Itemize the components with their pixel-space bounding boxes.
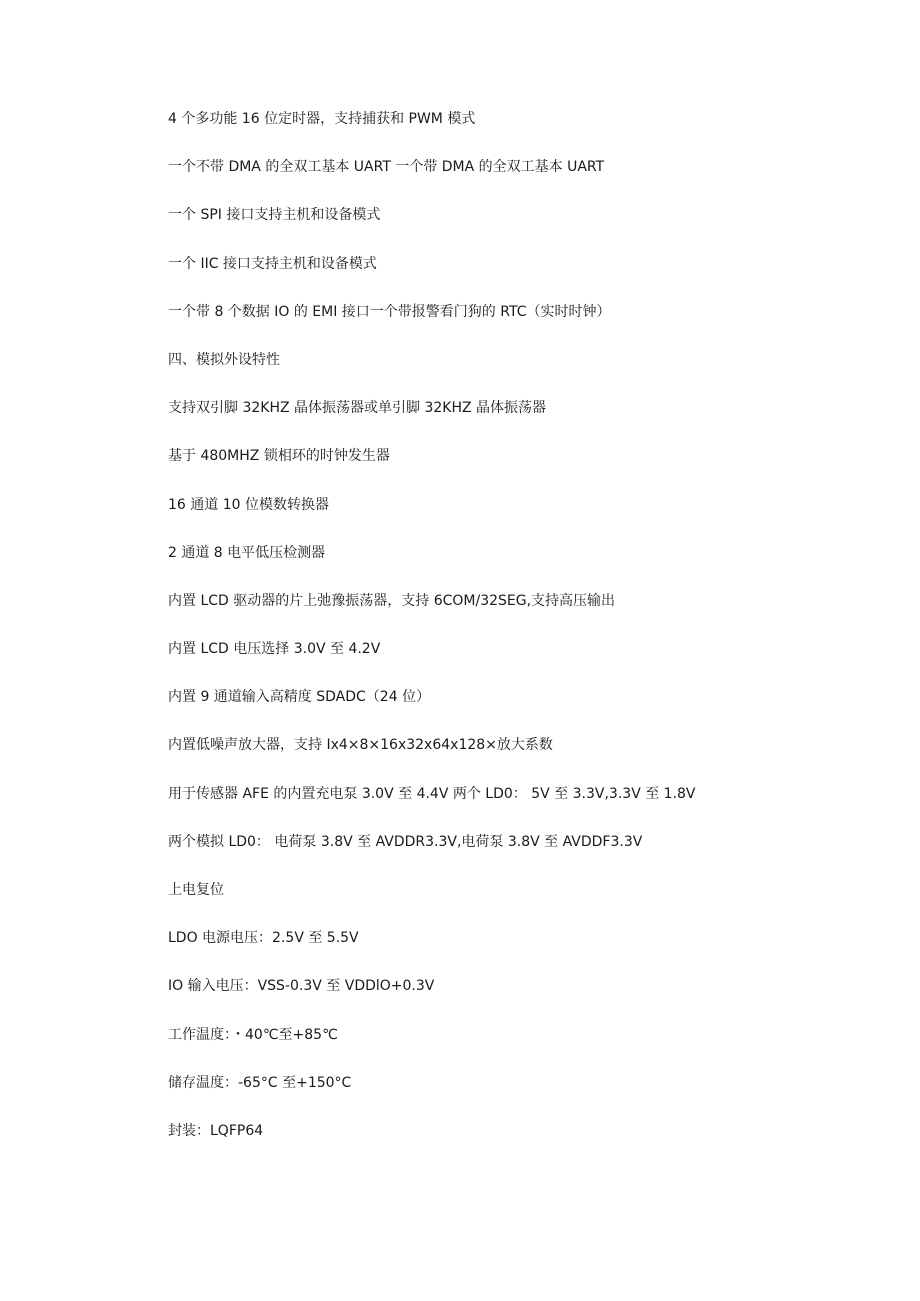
text-line: 工作温度：・40℃至+85℃	[168, 1026, 338, 1043]
text-line: 封装：LQFP64	[168, 1122, 264, 1139]
text-line: 支持双引脚 32KHZ 晶体振荡器或单引脚 32KHZ 晶体振荡器	[168, 400, 547, 417]
text-line: 一个 IIC 接口支持主机和设备模式	[168, 255, 377, 272]
text-line: 2 通道 8 电平低压检测器	[168, 544, 326, 561]
text-line: 一个不带 DMA 的全双工基本 UART 一个带 DMA 的全双工基本 UART	[168, 159, 605, 176]
document-body	[168, 108, 868, 1168]
text-line: 内置低噪声放大器，支持 Ix4×8×16x32x64x128×放大系数	[168, 737, 553, 754]
text-line: 一个 SPI 接口支持主机和设备模式	[168, 207, 381, 224]
text-line: 储存温度：-65°C 至+150°C	[168, 1074, 352, 1091]
text-line: 4 个多功能 16 位定时器，支持捕获和 PWM 模式	[168, 111, 476, 127]
text-line: 一个带 8 个数据 IO 的 EMI 接口一个带报警看门狗的 RTC（实时时钟）	[168, 303, 611, 320]
section-heading: 四、模拟外设特性	[168, 351, 280, 368]
text-line: 内置 LCD 驱动器的片上弛豫振荡器，支持 6COM/32SEG,支持高压输出	[168, 592, 616, 609]
text-line: 内置 LCD 电压选择 3.0V 至 4.2V	[168, 641, 381, 658]
text-line: 两个模拟 LD0： 电荷泵 3.8V 至 AVDDR3.3V,电荷泵 3.8V 至 AVDDF3.3V	[168, 833, 643, 850]
text-line: 基于 480MHZ 锁相环的时钟发生器	[168, 448, 390, 465]
text-line: 用于传感器 AFE 的内置充电泵 3.0V 至 4.4V 两个 LD0： 5V 至 3.3V,3.3V 至 1.8V	[168, 785, 696, 802]
text-line: IO 输入电压：VSS-0.3V 至 VDDlO+0.3V	[168, 978, 435, 995]
text-line: 16 通道 10 位模数转换器	[168, 496, 329, 513]
text-line: 上电复位	[168, 882, 224, 898]
text-line: LDO 电源电压：2.5V 至 5.5V	[168, 930, 359, 947]
text-line: 内置 9 通道输入高精度 SDADC（24 位）	[168, 689, 431, 706]
